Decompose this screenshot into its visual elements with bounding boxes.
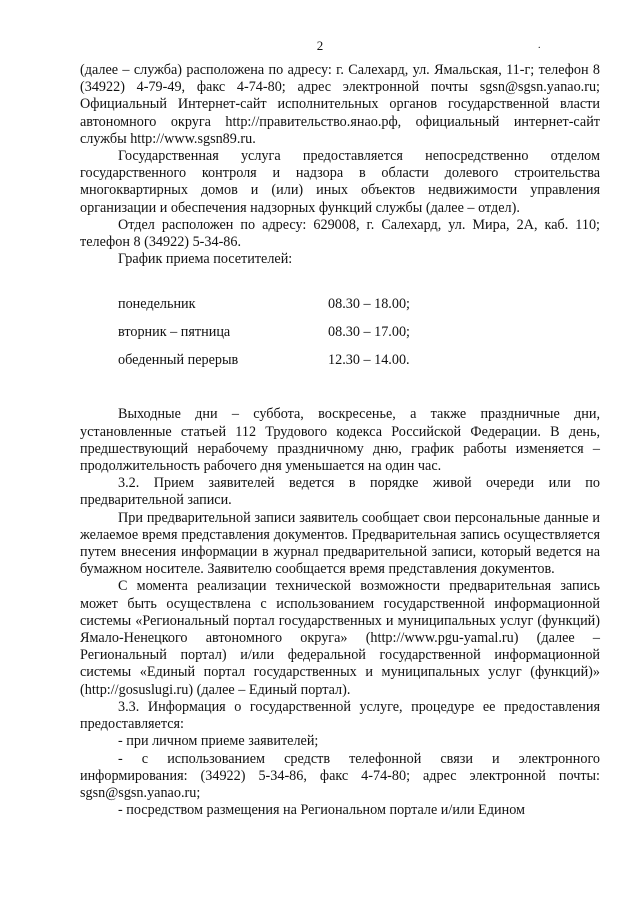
document-body: [80, 62, 600, 819]
list-item-phone-email: - с использованием средств телефонной связи и электронного информирования: (34922) 5-34-86, факс 4-74-80; адрес электронной почты: sgsn@sgsn.yanao.ru;: [80, 750, 600, 801]
schedule-time: 08.30 – 18.00;: [328, 296, 410, 313]
schedule-row: [118, 352, 600, 380]
paragraph-days-off: Выходные дни – суббота, воскресенье, а также праздничные дни, установленные статьей 112 Трудового кодекса Российской Федерации. В день, предшествующий нерабочему праздничному дню, график работы изменяется – продолжительность рабочего дня уменьшается на один час.: [80, 406, 600, 475]
schedule-row: [118, 324, 600, 352]
schedule-time: 08.30 – 17.00;: [328, 324, 410, 341]
schedule-day: вторник – пятница: [118, 324, 231, 341]
paragraph-3-3: 3.3. Информация о государственной услуге, процедуре ее предоставления предоставляется:: [80, 698, 600, 733]
reception-schedule: [118, 296, 600, 380]
page-number: 2: [316, 38, 324, 53]
paragraph-service-department: Государственная услуга предоставляется непосредственно отделом государственного контроля и надзора в области долевого строительства многоквартирных домов и (или) иных объектов недвижимости управления организации и обеспечения надзорных функций службы (далее – отдел).: [80, 148, 600, 216]
list-item-portal: - посредством размещения на Региональном портале и/или Едином: [118, 802, 526, 819]
schedule-time: 12.30 – 14.00.: [328, 352, 410, 369]
paragraph-3-2: 3.2. Прием заявителей ведется в порядке живой очереди или по предварительной записи.: [80, 475, 600, 509]
schedule-row: [118, 296, 600, 324]
paragraph-service-address: (далее – служба) расположена по адресу: г. Салехард, ул. Ямальская, 11-г; телефон 8 (34922) 4-79-49, факс 4-74-80; адрес электронной почты sgsn@sgsn.yanao.ru; Официальный Интернет-сайт исполнительных органов государственной власти автономного округа http://правительство.янао.рф, официальный интернет-сайт службы http://www.sgsn89.ru.: [80, 62, 600, 147]
schedule-day: понедельник: [118, 296, 196, 313]
paragraph-preregistration: При предварительной записи заявитель сообщает свои персональные данные и желаемое время представления документов. Предварительная запись осуществляется путем внесения информации в журнал предварительной записи, который ведется на бумажном носителе. Заявителю сообщается время представления документов.: [80, 509, 600, 578]
corner-mark: .: [538, 40, 541, 51]
schedule-day: обеденный перерыв: [118, 352, 239, 369]
paragraph-department-address: Отдел расположен по адресу: 629008, г. Салехард, ул. Мира, 2А, каб. 110; телефон 8 (34922) 5-34-86.: [80, 216, 600, 251]
paragraph-portal-registration: С момента реализации технической возможности предварительная запись может быть осуществлена с использованием государственной информационной системы «Региональный портал государственных и муниципальных услуг (функций) Ямало-Ненецкого автономного округа» (http://www.pgu-yamal.ru) (далее – Региональный портал) и/или федеральной государственной информационной системы «Единый портал государственных и муниципальных услуг (функций)» (http://gosuslugi.ru) (далее – Единый портал).: [80, 578, 600, 698]
paragraph-schedule-heading: График приема посетителей:: [118, 251, 293, 268]
list-item-personal-reception: - при личном приеме заявителей;: [118, 733, 319, 750]
